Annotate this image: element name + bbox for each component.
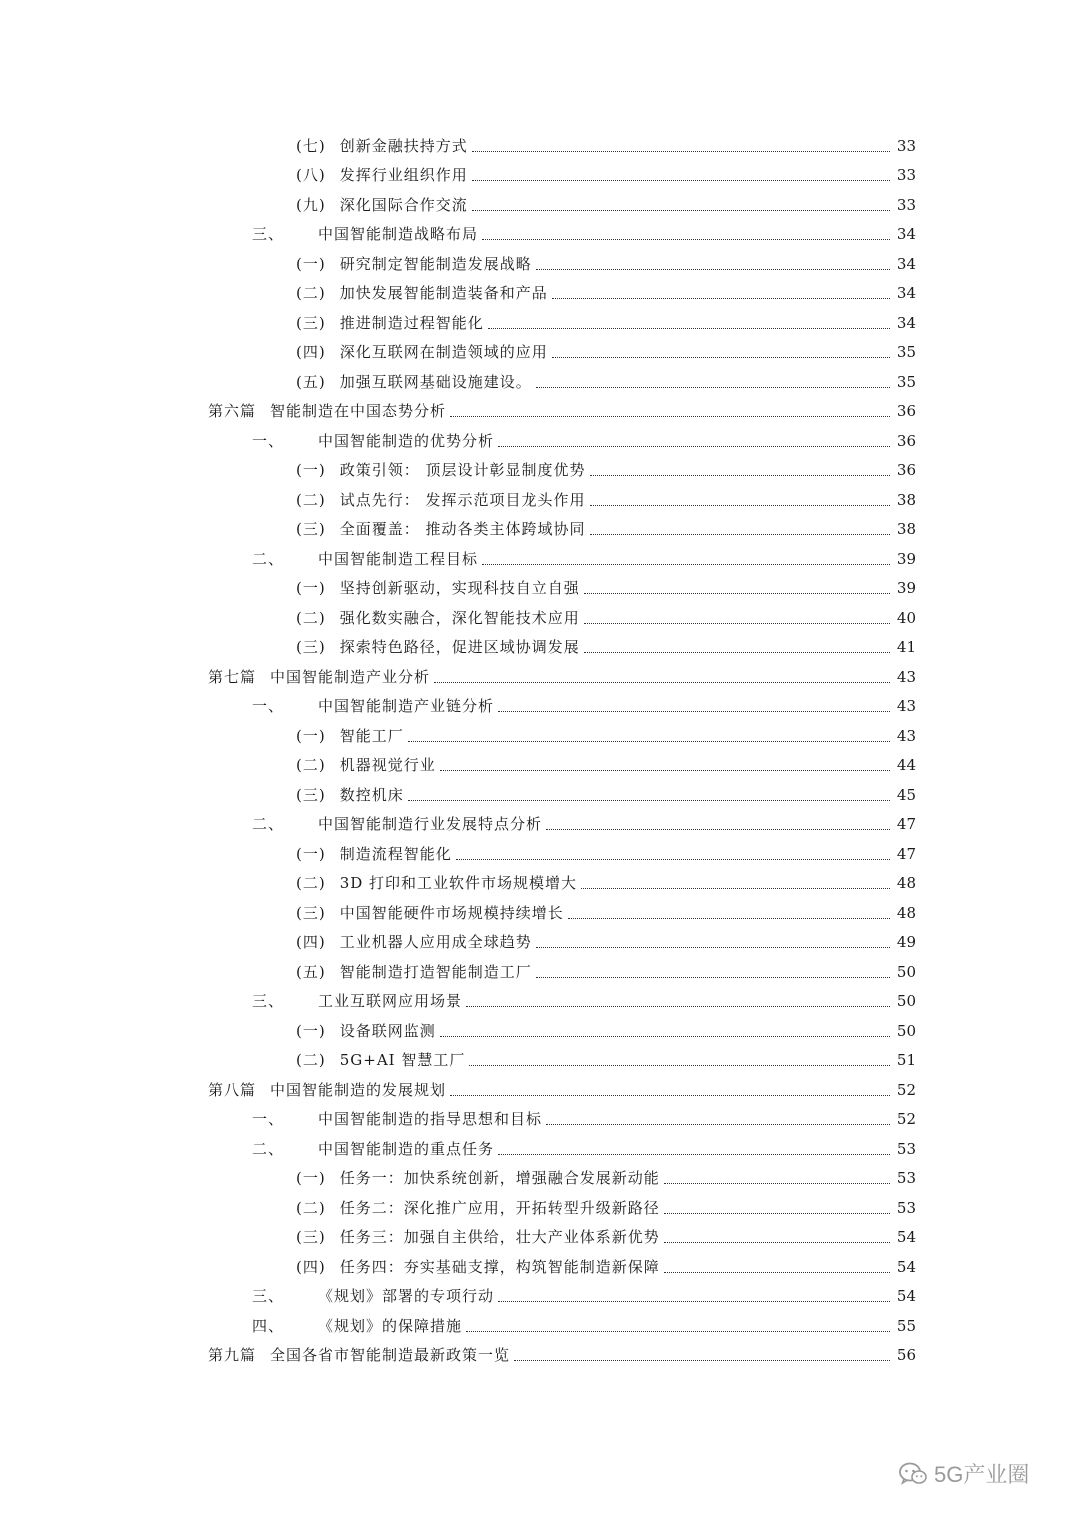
toc-entry-title: 《规划》部署的专项行动 xyxy=(318,1287,495,1306)
toc-entry-label xyxy=(296,578,580,598)
toc-entry[interactable] xyxy=(0,810,1080,840)
toc-entry-page: 53 xyxy=(896,1139,916,1158)
toc-entry-label xyxy=(296,254,532,274)
toc-entry[interactable] xyxy=(0,190,1080,220)
toc-entry-page: 52 xyxy=(896,1080,916,1099)
toc-entry-title: 5G+AI 智慧工厂 xyxy=(339,1051,466,1070)
toc-entry-page: 34 xyxy=(896,225,916,244)
toc-entry[interactable] xyxy=(0,544,1080,574)
toc-entry[interactable] xyxy=(0,721,1080,751)
toc-entry[interactable] xyxy=(0,338,1080,368)
toc-entry-title: 任务三：加强自主供给，壮大产业体系新优势 xyxy=(339,1228,660,1247)
dot-leader xyxy=(408,740,890,742)
toc-entry-title: 深化互联网在制造领域的应用 xyxy=(339,343,548,362)
toc-entry-label xyxy=(252,1316,462,1336)
toc-entry-page: 34 xyxy=(896,284,916,303)
toc-entry-label xyxy=(296,962,532,982)
toc-entry-number: 一、 xyxy=(252,1110,285,1129)
toc-entry-page: 43 xyxy=(896,726,916,745)
toc-entry-number: (三) xyxy=(296,313,326,332)
dot-leader xyxy=(450,1094,890,1096)
toc-entry-page: 47 xyxy=(896,815,916,834)
toc-entry-page: 39 xyxy=(896,549,916,568)
dot-leader xyxy=(482,238,890,240)
toc-entry-page: 48 xyxy=(896,903,916,922)
toc-entry-page: 40 xyxy=(896,608,916,627)
toc-entry-title: 发挥行业组织作用 xyxy=(339,166,468,185)
toc-entry-title: 智能制造在中国态势分析 xyxy=(270,402,447,421)
toc-entry-page: 52 xyxy=(896,1110,916,1129)
toc-entry-number: 第六篇 xyxy=(208,402,257,421)
dot-leader xyxy=(584,651,890,653)
dot-leader xyxy=(584,592,890,594)
toc-entry-number: (九) xyxy=(296,195,326,214)
dot-leader xyxy=(664,1212,890,1214)
toc-entry-label xyxy=(296,490,586,510)
dot-leader xyxy=(552,356,890,358)
toc-entry-page: 43 xyxy=(896,667,916,686)
toc-entry-title: 坚持创新驱动，实现科技自立自强 xyxy=(339,579,580,598)
toc-entry-number: 二、 xyxy=(252,815,285,834)
toc-entry[interactable] xyxy=(0,603,1080,633)
toc-entry-number: 三、 xyxy=(252,225,285,244)
toc-entry-page: 33 xyxy=(896,136,916,155)
toc-entry[interactable] xyxy=(0,308,1080,338)
toc-entry-label xyxy=(296,903,564,923)
dot-leader xyxy=(536,946,890,948)
toc-entry-label xyxy=(296,313,484,333)
toc-entry-title: 智能工厂 xyxy=(339,726,404,745)
toc-entry-title: 智能制造打造智能制造工厂 xyxy=(339,962,532,981)
toc-entry-number: (一) xyxy=(296,579,326,598)
toc-entry-page: 35 xyxy=(896,372,916,391)
dot-leader xyxy=(590,504,891,506)
toc-entry-title: 中国智能制造的发展规划 xyxy=(270,1080,447,1099)
dot-leader xyxy=(498,445,890,447)
toc-entry-title: 中国智能制造战略布局 xyxy=(318,225,479,244)
toc-entry-number: 三、 xyxy=(252,1287,285,1306)
toc-entry-number: 一、 xyxy=(252,431,285,450)
toc-entry-label xyxy=(208,1080,446,1100)
watermark-text: 5G产业圈 xyxy=(934,1462,1030,1487)
toc-entry-label xyxy=(296,1050,465,1070)
toc-entry-label xyxy=(296,1257,660,1277)
dot-leader xyxy=(440,769,890,771)
toc-entry[interactable] xyxy=(0,1134,1080,1164)
toc-entry-label xyxy=(252,814,542,834)
dot-leader xyxy=(466,1005,890,1007)
dot-leader xyxy=(514,1359,890,1361)
toc-entry[interactable] xyxy=(0,485,1080,515)
toc-entry-page: 36 xyxy=(896,461,916,480)
toc-entry-label xyxy=(252,1286,494,1306)
toc-entry-label xyxy=(296,785,404,805)
toc-entry-number: (四) xyxy=(296,343,326,362)
toc-entry-number: (二) xyxy=(296,284,326,303)
dot-leader xyxy=(584,622,890,624)
toc-entry-title: 3D 打印和工业软件市场规模增大 xyxy=(339,874,578,893)
toc-entry-label xyxy=(208,1345,510,1365)
toc-entry-title: 制造流程智能化 xyxy=(339,844,452,863)
toc-entry-title: 任务二：深化推广应用，开拓转型升级新路径 xyxy=(339,1198,660,1217)
toc-entry-number: 第七篇 xyxy=(208,667,257,686)
toc-entry-number: 四、 xyxy=(252,1316,285,1335)
toc-entry-label xyxy=(296,342,548,362)
dot-leader xyxy=(408,799,890,801)
toc-entry-number: (五) xyxy=(296,372,326,391)
toc-entry[interactable] xyxy=(0,426,1080,456)
toc-entry-page: 44 xyxy=(896,756,916,775)
toc-entry-page: 50 xyxy=(896,962,916,981)
toc-entry-page: 53 xyxy=(896,1198,916,1217)
dot-leader xyxy=(536,386,890,388)
toc-entry[interactable] xyxy=(0,1282,1080,1312)
toc-entry-number: (一) xyxy=(296,1021,326,1040)
toc-entry-page: 54 xyxy=(896,1287,916,1306)
toc-entry-title: 政策引领： 顶层设计彰显制度优势 xyxy=(339,461,586,480)
dot-leader xyxy=(472,209,890,211)
toc-entry[interactable] xyxy=(0,1164,1080,1194)
dot-leader xyxy=(488,327,890,329)
toc-entry-title: 机器视觉行业 xyxy=(339,756,436,775)
toc-entry[interactable] xyxy=(0,1075,1080,1105)
dot-leader xyxy=(472,150,890,152)
toc-entry-number: (二) xyxy=(296,608,326,627)
toc-entry-page: 45 xyxy=(896,785,916,804)
toc-entry-page: 50 xyxy=(896,992,916,1011)
toc-entry[interactable] xyxy=(0,367,1080,397)
toc-entry-number: 二、 xyxy=(252,1139,285,1158)
toc-entry-label xyxy=(296,726,404,746)
toc-entry[interactable] xyxy=(0,633,1080,663)
toc-entry-number: (四) xyxy=(296,933,326,952)
dot-leader xyxy=(536,268,890,270)
toc-entry[interactable] xyxy=(0,957,1080,987)
toc-entry-title: 推进制造过程智能化 xyxy=(339,313,484,332)
dot-leader xyxy=(456,858,890,860)
toc-entry-title: 中国智能制造工程目标 xyxy=(318,549,479,568)
toc-entry-number: (二) xyxy=(296,1051,326,1070)
toc-entry[interactable] xyxy=(0,987,1080,1017)
dot-leader xyxy=(472,179,890,181)
toc-entry-label xyxy=(296,932,532,952)
toc-entry-label xyxy=(252,224,478,244)
toc-entry[interactable] xyxy=(0,751,1080,781)
toc-entry-label xyxy=(296,195,468,215)
toc-entry-number: (二) xyxy=(296,490,326,509)
toc-entry-page: 38 xyxy=(896,520,916,539)
toc-entry-page: 34 xyxy=(896,313,916,332)
toc-entry-number: (一) xyxy=(296,726,326,745)
toc-entry[interactable] xyxy=(0,397,1080,427)
toc-entry[interactable] xyxy=(0,1193,1080,1223)
toc-entry[interactable] xyxy=(0,249,1080,279)
dot-leader xyxy=(568,917,890,919)
toc-entry[interactable] xyxy=(0,574,1080,604)
toc-entry-label xyxy=(296,637,580,657)
toc-entry-number: (五) xyxy=(296,962,326,981)
toc-entry[interactable] xyxy=(0,692,1080,722)
toc-entry[interactable] xyxy=(0,1016,1080,1046)
watermark xyxy=(898,1458,1029,1489)
toc-entry-title: 中国智能硬件市场规模持续增长 xyxy=(339,903,564,922)
toc-entry-number: (三) xyxy=(296,520,326,539)
toc-entry-title: 设备联网监测 xyxy=(339,1021,436,1040)
toc-entry-label xyxy=(208,401,446,421)
toc-entry-title: 全国各省市智能制造最新政策一览 xyxy=(270,1346,511,1365)
toc-entry-number: (三) xyxy=(296,903,326,922)
toc-entry-number: (三) xyxy=(296,785,326,804)
toc-entry-title: 研究制定智能制造发展战略 xyxy=(339,254,532,273)
toc-entry[interactable] xyxy=(0,1046,1080,1076)
toc-entry-page: 43 xyxy=(896,697,916,716)
toc-entry[interactable] xyxy=(0,161,1080,191)
toc-entry-page: 33 xyxy=(896,166,916,185)
toc-entry-number: 三、 xyxy=(252,992,285,1011)
dot-leader xyxy=(590,474,891,476)
dot-leader xyxy=(469,1064,890,1066)
dot-leader xyxy=(498,1300,890,1302)
dot-leader xyxy=(664,1241,890,1243)
toc-entry-title: 深化国际合作交流 xyxy=(339,195,468,214)
toc-entry-title: 创新金融扶持方式 xyxy=(339,136,468,155)
toc-entry-title: 任务一：加快系统创新，增强融合发展新动能 xyxy=(339,1169,660,1188)
toc-entry-title: 中国智能制造行业发展特点分析 xyxy=(318,815,543,834)
toc-entry-title: 中国智能制造产业链分析 xyxy=(318,697,495,716)
toc-entry-label xyxy=(296,165,468,185)
toc-entry-title: 强化数实融合，深化智能技术应用 xyxy=(339,608,580,627)
dot-leader xyxy=(498,710,890,712)
toc-entry-page: 36 xyxy=(896,402,916,421)
toc-entry-page: 49 xyxy=(896,933,916,952)
toc-entry-label xyxy=(208,667,430,687)
toc-entry-label xyxy=(252,431,494,451)
toc-entry-number: 第九篇 xyxy=(208,1346,257,1365)
toc-entry-page: 39 xyxy=(896,579,916,598)
toc-entry[interactable] xyxy=(0,456,1080,486)
toc-entry-label xyxy=(296,1227,660,1247)
toc-entry-label xyxy=(296,460,586,480)
dot-leader xyxy=(664,1182,890,1184)
toc-entry-number: 一、 xyxy=(252,697,285,716)
toc-entry-title: 试点先行： 发挥示范项目龙头作用 xyxy=(339,490,586,509)
toc-entry-title: 工业机器人应用成全球趋势 xyxy=(339,933,532,952)
dot-leader xyxy=(466,1330,890,1332)
dot-leader xyxy=(440,1035,890,1037)
toc-entry-label xyxy=(252,696,494,716)
toc-entry-title: 《规划》的保障措施 xyxy=(318,1316,463,1335)
toc-entry-label xyxy=(296,608,580,628)
toc-entry[interactable] xyxy=(0,279,1080,309)
toc-entry[interactable] xyxy=(0,839,1080,869)
toc-entry[interactable] xyxy=(0,928,1080,958)
toc-entry-number: (二) xyxy=(296,874,326,893)
dot-leader xyxy=(450,415,890,417)
toc-entry-page: 51 xyxy=(896,1051,916,1070)
toc-entry-number: (一) xyxy=(296,1169,326,1188)
dot-leader xyxy=(590,533,891,535)
dot-leader xyxy=(482,563,890,565)
toc-entry-label xyxy=(296,755,436,775)
toc-entry-title: 中国智能制造产业分析 xyxy=(270,667,431,686)
toc-entry[interactable] xyxy=(0,220,1080,250)
dot-leader xyxy=(546,1123,890,1125)
dot-leader xyxy=(552,297,890,299)
toc-entry-number: (二) xyxy=(296,756,326,775)
toc-entry-title: 工业互联网应用场景 xyxy=(318,992,463,1011)
toc-entry-page: 54 xyxy=(896,1228,916,1247)
toc-entry[interactable] xyxy=(0,780,1080,810)
toc-entry-title: 数控机床 xyxy=(339,785,404,804)
toc-entry-title: 任务四：夯实基础支撑，构筑智能制造新保障 xyxy=(339,1257,660,1276)
toc-entry-page: 50 xyxy=(896,1021,916,1040)
toc-entry[interactable] xyxy=(0,662,1080,692)
toc-entry[interactable] xyxy=(0,1341,1080,1371)
toc-entry-label xyxy=(296,1021,436,1041)
dot-leader xyxy=(434,681,890,683)
toc-entry-number: 第八篇 xyxy=(208,1080,257,1099)
toc-entry-page: 33 xyxy=(896,195,916,214)
toc-entry-page: 38 xyxy=(896,490,916,509)
toc-entry-page: 47 xyxy=(896,844,916,863)
dot-leader xyxy=(498,1153,890,1155)
toc-entry[interactable] xyxy=(0,1252,1080,1282)
toc-entry[interactable] xyxy=(0,869,1080,899)
toc-entry-number: (四) xyxy=(296,1257,326,1276)
toc-entry-number: 二、 xyxy=(252,549,285,568)
toc-entry-number: (二) xyxy=(296,1198,326,1217)
toc-entry-label xyxy=(252,991,462,1011)
toc-entry-page: 54 xyxy=(896,1257,916,1276)
toc-entry-title: 中国智能制造的指导思想和目标 xyxy=(318,1110,543,1129)
toc-entry-number: (一) xyxy=(296,461,326,480)
dot-leader xyxy=(546,828,890,830)
toc-entry-label xyxy=(296,283,548,303)
toc-entry[interactable] xyxy=(0,1223,1080,1253)
dot-leader xyxy=(581,887,890,889)
toc-entry[interactable] xyxy=(0,131,1080,161)
toc-entry-label xyxy=(296,844,452,864)
toc-entry-label xyxy=(296,136,468,156)
toc-entry-number: (八) xyxy=(296,166,326,185)
toc-entry-page: 53 xyxy=(896,1169,916,1188)
toc-entry-page: 55 xyxy=(896,1316,916,1335)
toc-entry-page: 35 xyxy=(896,343,916,362)
toc-entry-number: (一) xyxy=(296,844,326,863)
toc-entry[interactable] xyxy=(0,1311,1080,1341)
toc-entry[interactable] xyxy=(0,1105,1080,1135)
toc-entry-title: 加强互联网基础设施建设。 xyxy=(339,372,532,391)
toc-entry-page: 36 xyxy=(896,431,916,450)
dot-leader xyxy=(536,976,890,978)
table-of-contents xyxy=(0,131,1080,1370)
toc-entry-label xyxy=(296,873,577,893)
toc-entry-page: 34 xyxy=(896,254,916,273)
wechat-icon xyxy=(898,1461,928,1487)
toc-entry-title: 探索特色路径，促进区域协调发展 xyxy=(339,638,580,657)
dot-leader xyxy=(664,1271,890,1273)
toc-entry-label xyxy=(252,549,478,569)
toc-entry-label xyxy=(252,1139,494,1159)
toc-entry-title: 中国智能制造的优势分析 xyxy=(318,431,495,450)
toc-entry-number: (三) xyxy=(296,638,326,657)
toc-entry-page: 48 xyxy=(896,874,916,893)
toc-entry-number: (七) xyxy=(296,136,326,155)
toc-entry[interactable] xyxy=(0,898,1080,928)
toc-entry-number: (三) xyxy=(296,1228,326,1247)
toc-entry-label xyxy=(296,1168,660,1188)
toc-entry-page: 56 xyxy=(896,1346,916,1365)
toc-entry-label xyxy=(296,1198,660,1218)
toc-entry-page: 41 xyxy=(896,638,916,657)
toc-entry-number: (一) xyxy=(296,254,326,273)
toc-entry-title: 加快发展智能制造装备和产品 xyxy=(339,284,548,303)
toc-entry-label xyxy=(252,1109,542,1129)
toc-entry-title: 全面覆盖： 推动各类主体跨域协同 xyxy=(339,520,586,539)
toc-entry-label xyxy=(296,372,532,392)
toc-entry-title: 中国智能制造的重点任务 xyxy=(318,1139,495,1158)
toc-entry-label xyxy=(296,519,586,539)
toc-entry[interactable] xyxy=(0,515,1080,545)
